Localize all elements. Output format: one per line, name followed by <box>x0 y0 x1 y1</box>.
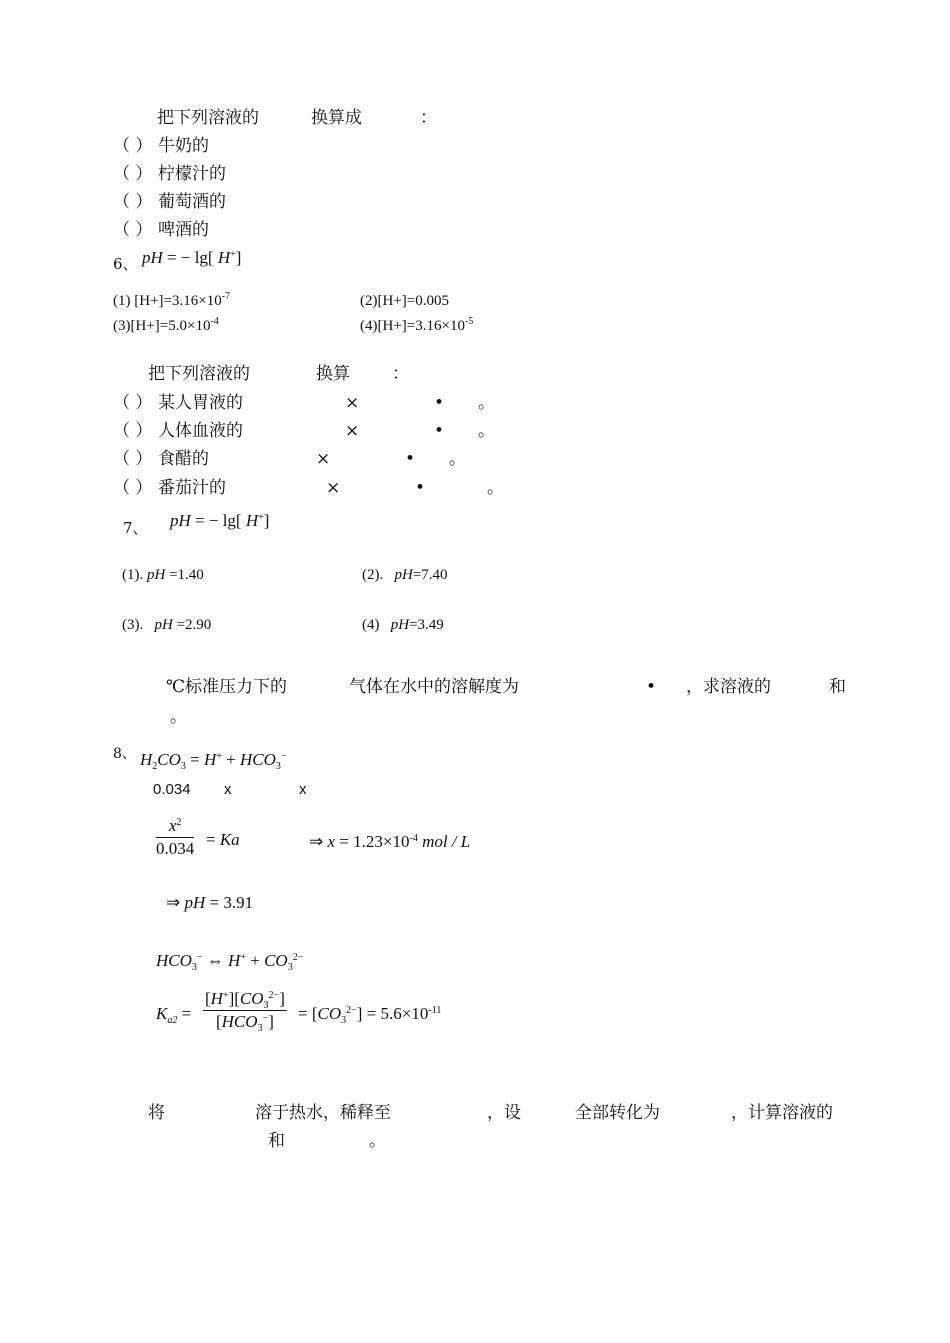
q6-answer-4: $(4)[H+]=3.16\times 10^{-5}$ <box>360 316 474 334</box>
period-symbol: 。 <box>449 449 466 469</box>
q8-number: 8、 <box>113 746 136 762</box>
q6b-item-paren: （ ） <box>113 393 153 413</box>
q6b-intro-part1: 把下列溶液的 <box>148 364 250 384</box>
q7-answer-4: (4) pH=3.49 <box>362 617 444 633</box>
q6b-item-text: 番茄汁的 <box>158 478 226 498</box>
q5-item-text: 柠檬汁的 <box>158 164 226 184</box>
q6-number: 6、 <box>113 255 138 273</box>
dot-symbol: • <box>434 421 445 441</box>
q5-intro-part1: 把下列溶液的 <box>157 108 259 128</box>
q9-part6: 和 <box>268 1131 285 1151</box>
dot-symbol: • <box>405 449 416 469</box>
q7-formula: pH = − lg[ H+] <box>170 511 270 530</box>
q6-answer-2: (2)[H+]=0.005 <box>360 293 449 309</box>
q7-answer-1: (1). pH =1.40 <box>122 567 204 583</box>
dot-symbol: • <box>415 478 426 498</box>
q8-question-part2: 气体在水中的溶解度为 <box>349 677 519 697</box>
q6b-item-text: 某人胃液的 <box>158 393 243 413</box>
q8-question-part4: 和 <box>829 677 846 697</box>
q8-ka2-label: $K_{a2}$ = <box>156 1004 192 1026</box>
times-symbol: × <box>326 478 341 498</box>
q5-item-text: 牛奶的 <box>158 136 209 156</box>
q8-conc-x: x <box>299 781 307 798</box>
q8-ph-result: ⇒ pH = 3.91 <box>166 893 254 912</box>
q8-ka2-value: = $[CO_3^{2-}] = 5.6\times 10^{-11}$ <box>298 1004 442 1026</box>
q5-item-paren: （ ） <box>113 164 153 184</box>
q5-item-text: 啤酒的 <box>158 220 209 240</box>
q7-answer-2: (2). pH=7.40 <box>362 567 448 583</box>
q8-ka: = Ka <box>206 830 240 849</box>
times-symbol: × <box>345 421 360 441</box>
period-symbol: 。 <box>487 478 504 498</box>
q6b-intro-colon: ： <box>392 364 409 384</box>
q6b-item-paren: （ ） <box>113 421 153 441</box>
times-symbol: × <box>345 393 360 413</box>
q5-item-text: 葡萄酒的 <box>158 192 226 212</box>
q5-intro-colon: ： <box>420 108 437 128</box>
q6-answer-1: (1) $[H+]=3.16\times 10^{-7}$ <box>113 291 231 309</box>
q8-question-part3: ，求溶液的 <box>686 677 771 697</box>
q8-x-result: ⇒ $x = 1.23\times 10^{-4}$ mol / L <box>309 832 471 851</box>
q9-part5: ，计算溶液的 <box>731 1103 833 1123</box>
q6b-item-text: 人体血液的 <box>158 421 243 441</box>
period-symbol: 。 <box>478 393 495 413</box>
q9-part2: 溶于热水，稀释至 <box>255 1103 391 1123</box>
q8-conc-x: x <box>224 781 232 798</box>
q5-intro-part2: 换算成 <box>311 108 362 128</box>
q5-item-paren: （ ） <box>113 220 153 240</box>
q5-item-paren: （ ） <box>113 192 153 212</box>
q6-formula: pH = − lg[ H+] <box>142 248 242 267</box>
q8-conc-acid: 0.034 <box>153 781 191 798</box>
q6b-intro-part2: 换算 <box>316 364 350 384</box>
q9-part1: 将 <box>148 1103 165 1123</box>
q8-fraction: $\frac{x^2}{0.034}$ <box>156 816 195 858</box>
q7-answer-3: (3). pH =2.90 <box>122 617 212 633</box>
q6b-item-paren: （ ） <box>113 449 153 469</box>
q8-equilibrium-1: $H_2CO_3 = H^+ + HCO_3^-$ <box>140 750 287 772</box>
q8-question-period: 。 <box>170 707 187 727</box>
q5-item-paren: （ ） <box>113 136 153 156</box>
q9-part3: ，设 <box>487 1103 521 1123</box>
q9-period: 。 <box>369 1131 386 1151</box>
q8-question-part1: ℃标准压力下的 <box>166 677 288 697</box>
q6b-item-text: 食醋的 <box>158 449 209 469</box>
times-symbol: × <box>316 449 331 469</box>
q9-part4: 全部转化为 <box>575 1103 660 1123</box>
period-symbol: 。 <box>478 421 495 441</box>
dot-symbol: • <box>646 677 657 697</box>
q6b-item-paren: （ ） <box>113 478 153 498</box>
q8-equilibrium-2: $HCO_3^-$ ⇔ $H^+ + CO_3^{2-}$ <box>156 951 304 973</box>
q8-ka2-fraction: $[H^+][CO_3^{2-}]$ $[HCO_3^-]$ <box>205 989 285 1034</box>
q7-number: 7、 <box>123 519 148 537</box>
q6-answer-3: $(3)[H+]=5.0\times 10^{-4}$ <box>113 316 219 334</box>
dot-symbol: • <box>434 393 445 413</box>
